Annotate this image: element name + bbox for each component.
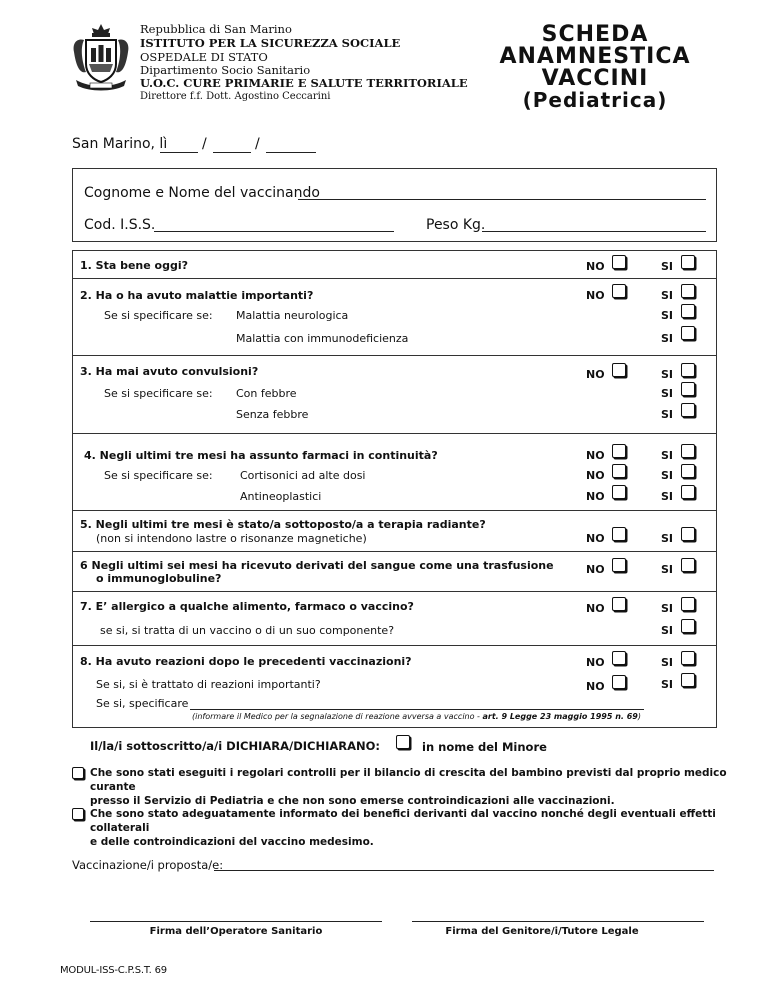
header-department: Dipartimento Socio Sanitario [140, 63, 311, 77]
q7-vaccine-component-checkbox[interactable] [681, 619, 695, 633]
declaration-label: Il/la/i sottoscritto/a/i DICHIARA/DICHIARANO: [90, 739, 381, 753]
q8-specify-field[interactable] [190, 709, 644, 710]
q8-si-label: SI [661, 656, 674, 669]
q7-vaccine-component-si-label: SI [661, 624, 674, 637]
question-8: 8. Ha avuto reazioni dopo le precedenti vaccinazioni? [80, 655, 412, 668]
weight-field[interactable] [482, 231, 706, 232]
operator-signature-line[interactable] [90, 921, 382, 922]
q8-important-label: Se si, si è trattato di reazioni importanti? [96, 678, 321, 691]
header-hospital: OSPEDALE DI STATO [140, 50, 268, 64]
header-director: Direttore f.f. Dott. Agostino Ceccarini [140, 91, 331, 102]
q4-si-label: SI [661, 449, 674, 462]
separator-3 [72, 433, 717, 434]
q2-si-label: SI [661, 289, 674, 302]
q4-no-checkbox[interactable] [612, 444, 626, 458]
guardian-signature-line[interactable] [412, 921, 704, 922]
date-separator-2: / [255, 136, 260, 152]
header-institute: ISTITUTO PER LA SICUREZZA SOCIALE [140, 36, 401, 50]
q4-no-label: NO [586, 449, 605, 462]
guardian-signature-label: Firma del Genitore/i/Tutore Legale [445, 926, 639, 937]
form-code: MODUL-ISS-C.P.S.T. 69 [60, 965, 167, 976]
iss-code-field[interactable] [154, 231, 394, 232]
q2-immunodeficiency-si-label: SI [661, 332, 674, 345]
title-line-4: (Pediatrica) [522, 88, 668, 112]
header-unit: U.O.C. CURE PRIMARIE E SALUTE TERRITORIALE [140, 76, 468, 90]
q2-neurological-si-label: SI [661, 309, 674, 322]
q2-immunodeficiency-checkbox[interactable] [681, 326, 695, 340]
separator-4 [72, 510, 717, 511]
q3-no-checkbox[interactable] [612, 363, 626, 377]
minor-checkbox[interactable] [396, 735, 410, 749]
q7-no-checkbox[interactable] [612, 597, 626, 611]
q7-vaccine-component-label: se si, si tratta di un vaccino o di un suo componente? [100, 624, 395, 637]
date-month-field[interactable] [213, 152, 251, 153]
q3-si-checkbox[interactable] [681, 363, 695, 377]
declaration-item-2-line-2: e delle controindicazioni del vaccino medesimo. [90, 836, 374, 848]
q3-with-fever-si-label: SI [661, 387, 674, 400]
q8-important-no-checkbox[interactable] [612, 675, 626, 689]
q1-no-checkbox[interactable] [612, 255, 626, 269]
declaration-checkbox-2[interactable] [72, 808, 84, 820]
q4-specify-label: Se si specificare se: [104, 469, 213, 482]
q8-specify-label: Se si, specificare [96, 697, 189, 710]
q3-no-label: NO [586, 368, 605, 381]
q7-no-label: NO [586, 602, 605, 615]
q2-neurological-checkbox[interactable] [681, 304, 695, 318]
question-1: 1. Sta bene oggi? [80, 259, 189, 272]
q1-no-label: NO [586, 260, 605, 273]
q3-si-label: SI [661, 368, 674, 381]
q4-corticosteroids-label: Cortisonici ad alte dosi [240, 469, 366, 482]
question-2: 2. Ha o ha avuto malattie importanti? [80, 289, 314, 302]
question-7: 7. E’ allergico a qualche alimento, farmaco o vaccino? [80, 600, 414, 613]
declaration-item-1-line-2: presso il Servizio di Pediatria e che non sono emerse controindicazioni alle vaccinazioni. [90, 795, 615, 807]
q5-si-label: SI [661, 532, 674, 545]
q2-no-label: NO [586, 289, 605, 302]
declaration-item-2 [90, 807, 768, 849]
q6-si-checkbox[interactable] [681, 558, 695, 572]
q4-antineoplastic-label: Antineoplastici [240, 490, 322, 503]
q4-si-checkbox[interactable] [681, 444, 695, 458]
q5-no-checkbox[interactable] [612, 527, 626, 541]
q4-antineoplastic-no-checkbox[interactable] [612, 485, 626, 499]
q3-specify-label: Se si specificare se: [104, 387, 213, 400]
q8-important-si-label: SI [661, 678, 674, 691]
q4-corticosteroids-si-label: SI [661, 469, 674, 482]
title-line-1: SCHEDA [541, 22, 649, 47]
q4-antineoplastic-no-label: NO [586, 490, 605, 503]
q4-corticosteroids-no-checkbox[interactable] [612, 464, 626, 478]
q2-neurological-label: Malattia neurologica [236, 309, 349, 322]
q8-no-checkbox[interactable] [612, 651, 626, 665]
date-separator-1: / [202, 136, 207, 152]
q8-note-law: art. 9 Legge 23 maggio 1995 n. 69 [482, 712, 638, 721]
q5-note: (non si intendono lastre o risonanze magnetiche) [96, 532, 367, 545]
q3-without-fever-si-label: SI [661, 408, 674, 421]
question-3: 3. Ha mai avuto convulsioni? [80, 365, 259, 378]
question-4: 4. Negli ultimi tre mesi ha assunto farmaci in continuità? [84, 449, 438, 462]
question-6-line-2: o immunoglobuline? [96, 572, 222, 585]
name-field[interactable] [298, 199, 706, 200]
declaration-item-1 [90, 766, 768, 808]
minor-label: in nome del Minore [422, 740, 547, 754]
operator-signature-label: Firma dell’Operatore Sanitario [149, 926, 323, 937]
q4-antineoplastic-si-label: SI [661, 490, 674, 503]
separator-1 [72, 278, 717, 279]
q5-no-label: NO [586, 532, 605, 545]
q4-corticosteroids-no-label: NO [586, 469, 605, 482]
q5-si-checkbox[interactable] [681, 527, 695, 541]
question-6-line-1: 6 Negli ultimi sei mesi ha ricevuto derivati del sangue come una trasfusione [80, 559, 554, 572]
q1-si-label: SI [661, 260, 674, 273]
q2-si-checkbox[interactable] [681, 284, 695, 298]
title-line-2: ANAMNESTICA [499, 44, 691, 69]
declaration-checkbox-1[interactable] [72, 767, 84, 779]
q2-no-checkbox[interactable] [612, 284, 626, 298]
q2-specify-label: Se si specificare se: [104, 309, 213, 322]
name-label: Cognome e Nome del vaccinando [84, 185, 320, 201]
declaration-item-2-line-1: Che sono stato adeguatamente informato dei benefici derivanti dal vaccino nonché degli eventuali effetti collaterali [90, 808, 716, 834]
q8-note: (informare il Medico per la segnalazione di reazione avversa a vaccino - art. 9 Legge 23 maggio 1995 n. 69) [192, 712, 641, 721]
q6-no-checkbox[interactable] [612, 558, 626, 572]
coat-of-arms-logo [70, 22, 132, 94]
q3-without-fever-label: Senza febbre [236, 408, 309, 421]
q6-no-label: NO [586, 563, 605, 576]
q4-antineoplastic-si-checkbox[interactable] [681, 485, 695, 499]
question-5: 5. Negli ultimi tre mesi è stato/a sottoposto/a a terapia radiante? [80, 518, 486, 531]
q7-si-label: SI [661, 602, 674, 615]
q8-si-checkbox[interactable] [681, 651, 695, 665]
place-date-label: San Marino, lì [72, 136, 168, 152]
q6-si-label: SI [661, 563, 674, 576]
header-republic: Repubblica di San Marino [140, 22, 292, 36]
q7-si-checkbox[interactable] [681, 597, 695, 611]
separator-7 [72, 645, 717, 646]
q3-without-fever-checkbox[interactable] [681, 403, 695, 417]
q1-si-checkbox[interactable] [681, 255, 695, 269]
q8-important-no-label: NO [586, 680, 605, 693]
q3-with-fever-label: Con febbre [236, 387, 297, 400]
separator-2 [72, 355, 717, 356]
separator-6 [72, 591, 717, 592]
proposal-field[interactable] [214, 870, 714, 871]
q8-no-label: NO [586, 656, 605, 669]
q4-corticosteroids-si-checkbox[interactable] [681, 464, 695, 478]
date-day-field[interactable] [160, 152, 198, 153]
weight-label: Peso Kg. [426, 217, 486, 233]
q2-immunodeficiency-label: Malattia con immunodeficienza [236, 332, 409, 345]
q8-important-si-checkbox[interactable] [681, 673, 695, 687]
separator-5 [72, 551, 717, 552]
declaration-item-1-line-1: Che sono stati eseguiti i regolari controlli per il bilancio di crescita del bambino previsti dal proprio medico curante [90, 767, 727, 793]
q3-with-fever-checkbox[interactable] [681, 382, 695, 396]
iss-code-label: Cod. I.S.S. [84, 217, 156, 233]
title-line-3: VACCINI [541, 66, 649, 91]
date-year-field[interactable] [266, 152, 316, 153]
proposal-label: Vaccinazione/i proposta/e: [72, 858, 224, 872]
